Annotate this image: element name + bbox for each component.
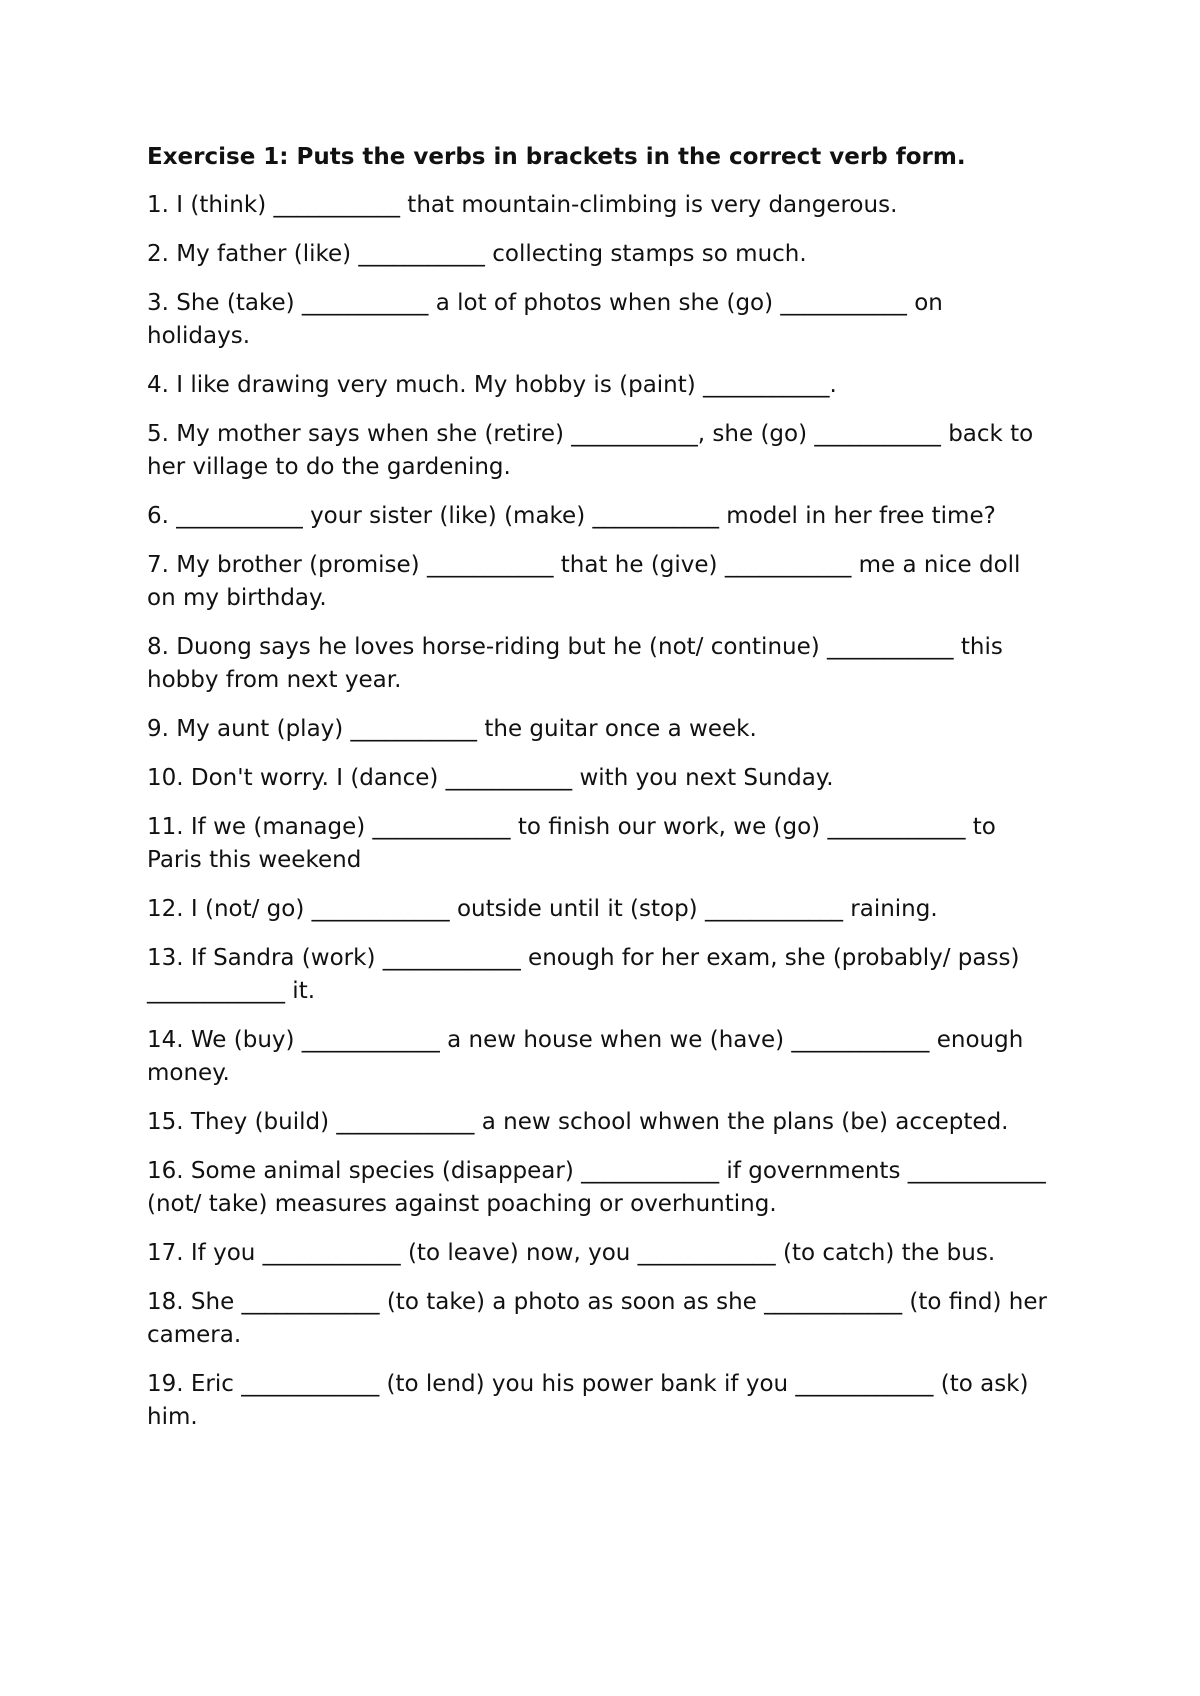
exercise-item-3: 3. She (take) ___________ a lot of photos when she (go) ___________ on holidays. [147,290,951,349]
exercise-item-1: 1. I (think) ___________ that mountain-climbing is very dangerous. [147,192,898,218]
exercise-item-2: 2. My father (like) ___________ collecting stamps so much. [147,241,807,267]
exercise-item-4: 4. I like drawing very much. My hobby is (paint) ___________. [147,372,837,398]
exercise-item-8: 8. Duong says he loves horse-riding but he (not/ continue) ___________ this hobby from next year. [147,634,1011,693]
exercise-item-11: 11. If we (manage) ____________ to finish our work, we (go) ____________ to Paris this weekend [147,814,1004,873]
exercise-item-12: 12. I (not/ go) ____________ outside until it (stop) ____________ raining. [147,896,938,922]
exercise-item-16: 16. Some animal species (disappear) ____________ if governments ____________ (not/ take) measures against poaching or overhunting. [147,1158,1054,1217]
exercise-item-18: 18. She ____________ (to take) a photo as soon as she ____________ (to find) her camera. [147,1289,1055,1348]
document-page [147,140,1055,1450]
exercise-item-13: 13. If Sandra (work) ____________ enough for her exam, she (probably/ pass) ____________ it. [147,945,1027,1004]
exercise-item-17: 17. If you ____________ (to leave) now, you ____________ (to catch) the bus. [147,1240,996,1266]
exercise-item-14: 14. We (buy) ____________ a new house when we (have) ____________ enough money. [147,1027,1031,1086]
exercise-item-15: 15. They (build) ____________ a new school whwen the plans (be) accepted. [147,1109,1009,1135]
exercise-item-10: 10. Don't worry. I (dance) ___________ with you next Sunday. [147,765,834,791]
exercise-item-5: 5. My mother says when she (retire) ___________, she (go) ___________ back to her village to do the gardening. [147,421,1041,480]
exercise-title: Exercise 1: Puts the verbs in brackets in the correct verb form. [147,144,966,170]
exercise-item-19: 19. Eric ____________ (to lend) you his power bank if you ____________ (to ask) him. [147,1371,1036,1430]
exercise-list [147,189,1055,1434]
exercise-item-6: 6. ___________ your sister (like) (make) ___________ model in her free time? [147,503,996,529]
exercise-item-7: 7. My brother (promise) ___________ that he (give) ___________ me a nice doll on my birthday. [147,552,1028,611]
exercise-item-9: 9. My aunt (play) ___________ the guitar once a week. [147,716,757,742]
